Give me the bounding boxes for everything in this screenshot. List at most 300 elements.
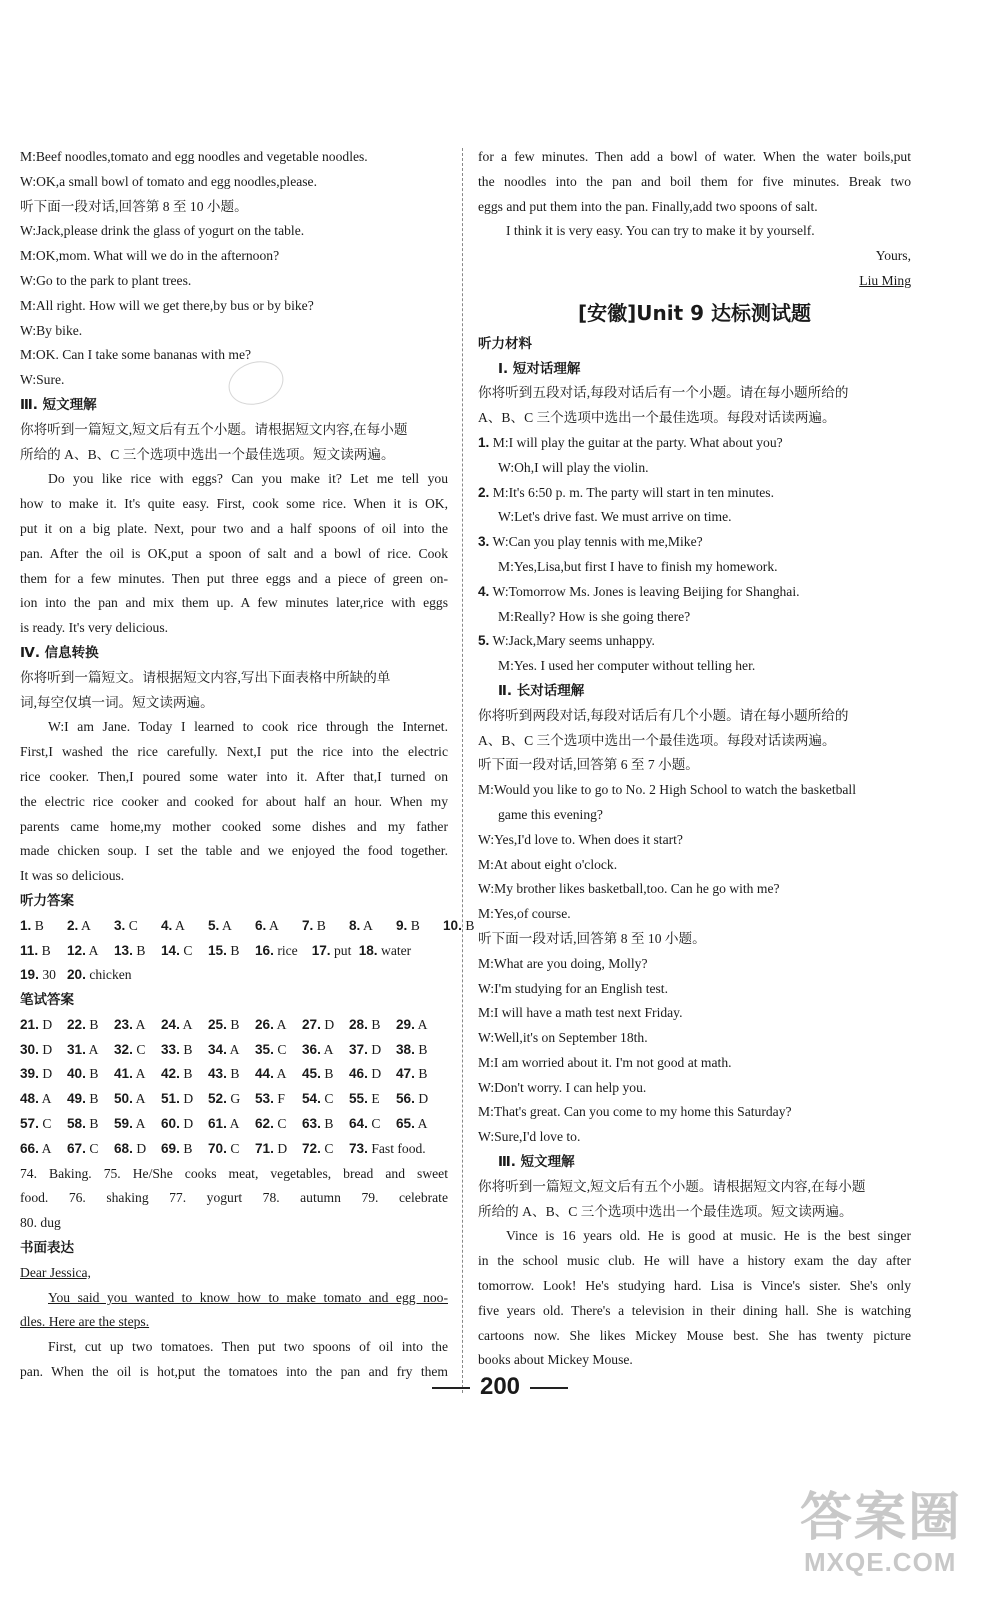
answer-value: B <box>230 1016 240 1032</box>
answer-value: Fast food. <box>371 1140 426 1156</box>
answer-value: B <box>89 1016 99 1032</box>
answer-item <box>114 1062 161 1087</box>
passage-line: them for a few minutes. Then put three eggs and a piece of green on- <box>20 570 448 586</box>
dialog-line: W:Sure,I'd love to. <box>478 1129 581 1145</box>
answer-number: 9. <box>396 917 408 933</box>
answer-item <box>359 939 412 964</box>
dialog-line: M:At about eight o'clock. <box>478 856 618 872</box>
dialog-line: M:Would you like to go to No. 2 High School to watch the basketball <box>478 782 856 798</box>
answer-number: 38. <box>396 1041 415 1057</box>
passage-line: tomorrow. Look! He's studying hard. Lisa is Vince's sister. She's only <box>478 1278 911 1294</box>
dialog-line: W:Don't worry. I can help you. <box>478 1079 647 1095</box>
instruction-line: 你将听到一篇短文。请根据短文内容,写出下面表格中所缺的单 <box>20 669 391 685</box>
answer-value: B <box>89 1091 99 1107</box>
answer-item <box>349 1062 396 1087</box>
answer-value: B <box>183 1140 193 1156</box>
column-divider <box>462 148 463 1393</box>
answer-item <box>20 1087 67 1112</box>
letter-signature: Liu Ming <box>859 272 911 288</box>
answer-number: 18. <box>358 942 378 958</box>
instruction-line: 你将听到两段对话,每段对话后有几个小题。请在每小题所给的 <box>478 707 849 723</box>
answer-item <box>20 1062 67 1087</box>
answer-item <box>349 1137 426 1162</box>
answer-value: put <box>334 942 352 958</box>
answer-value: A <box>41 1091 52 1107</box>
passage-line: Vince is 16 years old. He is good at music. He is the best singer <box>506 1228 911 1244</box>
answer-number: 11. <box>20 942 39 958</box>
instruction-line: 词,每空仅填一词。短文读两遍。 <box>20 694 214 710</box>
answer-value: C <box>277 1041 287 1057</box>
answer-value: B <box>183 1041 193 1057</box>
answer-item <box>67 1013 114 1038</box>
answer-number: 10. <box>443 917 462 933</box>
answer-item <box>349 1112 396 1137</box>
answer-number: 29. <box>396 1016 415 1032</box>
dialog-line: M:Yes,Lisa,but first I have to finish my homework. <box>498 558 778 574</box>
dialog-line: W:Can you play tennis with me,Mike? <box>492 534 703 550</box>
answer-value: A <box>276 1016 287 1032</box>
passage-line: cartoons now. She likes Mickey Mouse best. She has twenty picture <box>478 1327 911 1343</box>
answer-number: 46. <box>349 1066 368 1082</box>
answer-number: 16. <box>255 942 274 958</box>
answer-number: 73. <box>349 1140 368 1156</box>
answer-item <box>312 939 359 964</box>
answer-number: 19. <box>20 967 39 983</box>
answer-number: 36. <box>302 1041 321 1057</box>
answer-item <box>114 1013 161 1038</box>
answer-number: 37. <box>349 1041 368 1057</box>
answer-item <box>20 1137 67 1162</box>
dialog-number: 4. <box>478 583 490 599</box>
answer-value: A <box>417 1016 428 1032</box>
answer-number: 67. <box>67 1140 86 1156</box>
section-heading: 书面表达 <box>20 1240 74 1257</box>
answer-value: C <box>277 1116 287 1132</box>
dialog-line: W:Jack,please drink the glass of yogurt on the table. <box>20 223 305 239</box>
answer-item <box>208 1112 255 1137</box>
passage-line: in the school music club. He will have a history exam the day after <box>478 1253 911 1269</box>
answer-value: B <box>41 942 51 958</box>
answer-row <box>20 914 475 939</box>
instruction-line: 听下面一段对话,回答第 8 至 10 小题。 <box>478 930 706 946</box>
answer-row <box>20 1112 448 1137</box>
section-heading: Ⅲ. 短文理解 <box>20 396 97 413</box>
answer-value: B <box>136 942 146 958</box>
answer-item <box>396 1087 443 1112</box>
instruction-line: 你将听到五段对话,每段对话后有一个小题。请在每小题所给的 <box>478 385 849 401</box>
answer-item <box>161 939 208 964</box>
answer-number: 8. <box>349 917 361 933</box>
passage-line: is ready. It's very delicious. <box>20 620 169 636</box>
answer-number: 53. <box>255 1091 274 1107</box>
watermark-logo-text: 答案圈 <box>800 1488 963 1548</box>
answer-number: 3. <box>114 917 126 933</box>
answer-number: 56. <box>396 1091 415 1107</box>
answer-value: A <box>41 1140 52 1156</box>
answer-value: C <box>324 1091 334 1107</box>
section-heading: Ⅳ. 信息转换 <box>20 644 99 661</box>
passage-line: Do you like rice with eggs? Can you make it? Let me tell you <box>48 471 448 487</box>
answer-number: 30. <box>20 1041 39 1057</box>
letter-greeting: Dear Jessica, <box>20 1264 91 1280</box>
dialog-number: 1. <box>478 434 490 450</box>
answer-item <box>396 914 443 939</box>
answer-row <box>20 939 448 964</box>
answer-item <box>396 1038 443 1063</box>
unit-title: [安徽]Unit 9 达标测试题 <box>577 300 812 325</box>
answer-value: D <box>371 1041 382 1057</box>
answer-number: 55. <box>349 1091 368 1107</box>
answer-value: D <box>183 1116 194 1132</box>
answer-value: D <box>136 1140 147 1156</box>
answer-value: B <box>324 1066 334 1082</box>
answer-value: C <box>230 1140 240 1156</box>
answer-item <box>67 963 132 988</box>
dialog-number: 3. <box>478 534 490 550</box>
answer-number: 62. <box>255 1116 274 1132</box>
answer-number: 24. <box>161 1016 180 1032</box>
answer-row <box>20 1038 448 1063</box>
dialog-line: W:By bike. <box>20 322 83 338</box>
answer-value: B <box>89 1066 99 1082</box>
answer-value: B <box>316 917 326 933</box>
answer-value: A <box>229 1116 240 1132</box>
section-heading: Ⅱ. 长对话理解 <box>498 682 585 699</box>
dialog-line: M:What are you doing, Molly? <box>478 955 648 971</box>
answer-item <box>302 1087 349 1112</box>
dialog-line: M:OK. Can I take some bananas with me? <box>20 347 252 363</box>
answer-number: 66. <box>20 1140 39 1156</box>
passage-line: ion into the pan and mix them up. A few minutes later,rice with eggs <box>20 595 448 611</box>
answer-item <box>208 1038 255 1063</box>
answer-number: 70. <box>208 1140 227 1156</box>
answer-row: 80. dug <box>20 1215 61 1231</box>
dialog-line: M:I am worried about it. I'm not good at math. <box>478 1054 732 1070</box>
answer-value: A <box>135 1116 146 1132</box>
answer-item <box>302 1038 349 1063</box>
answer-value: C <box>128 917 138 933</box>
answer-number: 58. <box>67 1116 86 1132</box>
answer-item <box>161 1087 208 1112</box>
answer-value: A <box>229 1041 240 1057</box>
answer-value: C <box>136 1041 146 1057</box>
answer-value: rice <box>277 942 298 958</box>
answer-item <box>302 1062 349 1087</box>
answer-value: D <box>42 1041 53 1057</box>
answer-number: 59. <box>114 1116 133 1132</box>
answer-value: C <box>42 1116 52 1132</box>
dialog-line: W:My brother likes basketball,too. Can he go with me? <box>478 881 780 897</box>
answer-row: food. 76. shaking 77. yogurt 78. autumn 79. celebrate <box>20 1190 448 1206</box>
answer-number: 49. <box>67 1091 86 1107</box>
answer-item <box>208 939 255 964</box>
letter-line: the noodles into the pan and boil them for five minutes. Break two <box>478 173 911 189</box>
answer-item <box>20 939 67 964</box>
instruction-line: A、B、C 三个选项中选出一个最佳选项。每段对话读两遍。 <box>478 410 836 426</box>
answer-value: B <box>89 1116 99 1132</box>
answer-number: 71. <box>255 1140 274 1156</box>
answer-number: 65. <box>396 1116 415 1132</box>
answer-item <box>349 1013 396 1038</box>
dialog-line: M:Really? How is she going there? <box>498 608 691 624</box>
answer-number: 27. <box>302 1016 321 1032</box>
answer-row <box>20 1062 448 1087</box>
dialog-line: M:All right. How will we get there,by bus or by bike? <box>20 297 314 313</box>
dialog-item <box>478 481 911 506</box>
answer-number: 5. <box>208 917 220 933</box>
answer-item <box>114 1038 161 1063</box>
instruction-line: 所给的 A、B、C 三个选项中选出一个最佳选项。短文读两遍。 <box>20 446 395 462</box>
passage-line: pan. After the oil is OK,put a spoon of salt and a bowl of rice. Cook <box>20 545 448 561</box>
answer-row <box>20 1087 448 1112</box>
answer-number: 40. <box>67 1066 86 1082</box>
answer-value: A <box>135 1016 146 1032</box>
answer-number: 51. <box>161 1091 180 1107</box>
answer-item <box>208 1013 255 1038</box>
answer-number: 50. <box>114 1091 133 1107</box>
answer-number: 17. <box>311 942 331 958</box>
answer-item <box>20 963 67 988</box>
answer-number: 14. <box>161 942 180 958</box>
answer-number: 52. <box>208 1091 227 1107</box>
answer-item <box>396 1062 443 1087</box>
answer-value: C <box>183 942 193 958</box>
answer-value: A <box>417 1116 428 1132</box>
answer-number: 20. <box>67 967 86 983</box>
answer-number: 23. <box>114 1016 133 1032</box>
answer-number: 72. <box>302 1140 321 1156</box>
answer-item <box>302 914 349 939</box>
page-number: 200 <box>479 1373 521 1400</box>
answer-value: C <box>324 1140 334 1156</box>
answer-item <box>67 1087 114 1112</box>
footer-dash-right <box>530 1387 568 1389</box>
answer-value: B <box>34 917 44 933</box>
dialog-line: W:I'm studying for an English test. <box>478 980 668 996</box>
answer-value: B <box>230 942 240 958</box>
passage-line: rice cooker. Then,I poured some water into it. After that,I turned on <box>20 768 448 784</box>
dialog-line: W:Tomorrow Ms. Jones is leaving Beijing for Shanghai. <box>492 583 800 599</box>
section-heading: 听力答案 <box>20 892 74 909</box>
dialog-line: M:Yes. I used her computer without telling her. <box>498 658 756 674</box>
answer-value: 30 <box>42 967 56 983</box>
answer-value: A <box>323 1041 334 1057</box>
answer-item <box>255 1112 302 1137</box>
answer-item <box>161 914 208 939</box>
dialog-line: M:Beef noodles,tomato and egg noodles and vegetable noodles. <box>20 149 368 164</box>
answer-value: A <box>222 917 232 933</box>
answer-item <box>255 914 302 939</box>
answer-value: B <box>371 1016 381 1032</box>
answer-item <box>67 1038 114 1063</box>
answer-number: 64. <box>349 1116 368 1132</box>
answer-value: D <box>42 1066 53 1082</box>
answer-value: A <box>182 1016 193 1032</box>
answer-number: 1. <box>20 917 32 933</box>
letter-line: I think it is very easy. You can try to make it by yourself. <box>506 223 815 239</box>
answer-item <box>255 1038 302 1063</box>
passage-line: books about Mickey Mouse. <box>478 1352 633 1368</box>
dialog-line: M:That's great. Can you come to my home this Saturday? <box>478 1104 792 1120</box>
answer-number: 28. <box>349 1016 368 1032</box>
dialog-line: W:Well,it's on September 18th. <box>478 1030 648 1046</box>
passage-line: the electric rice cooker and cooked for about half an hour. When my <box>20 793 448 809</box>
answer-item <box>161 1062 208 1087</box>
answer-item <box>20 914 67 939</box>
answer-number: 34. <box>208 1041 227 1057</box>
answer-value: C <box>371 1116 381 1132</box>
answer-item <box>20 1013 67 1038</box>
answer-value: D <box>324 1016 335 1032</box>
answer-row <box>20 963 448 988</box>
answer-value: D <box>42 1016 53 1032</box>
answer-item <box>67 1112 114 1137</box>
letter-line: You said you wanted to know how to make tomato and egg noo- <box>48 1289 448 1305</box>
dialog-line: 听下面一段对话,回答第 8 至 10 小题。 <box>20 198 248 214</box>
answer-number: 7. <box>302 917 314 933</box>
instruction-line: 所给的 A、B、C 三个选项中选出一个最佳选项。短文读两遍。 <box>478 1203 853 1219</box>
dialog-item <box>478 580 911 605</box>
answer-number: 26. <box>255 1016 274 1032</box>
answer-value: B <box>183 1066 193 1082</box>
passage-line: how to make it. It's quite easy. First, cook some rice. When it is OK, <box>20 496 448 512</box>
answer-item <box>20 1038 67 1063</box>
right-column <box>478 145 911 1373</box>
answer-value: B <box>418 1041 428 1057</box>
answer-item <box>208 1137 255 1162</box>
answer-number: 44. <box>255 1066 274 1082</box>
answer-item <box>114 939 161 964</box>
section-heading: Ⅰ. 短对话理解 <box>498 360 581 377</box>
answer-number: 41. <box>114 1066 133 1082</box>
answer-item <box>114 1137 161 1162</box>
answer-number: 48. <box>20 1091 39 1107</box>
answer-row: 74. Baking. 75. He/She cooks meat, vegetables, bread and sweet <box>20 1165 448 1181</box>
answer-value: A <box>135 1066 146 1082</box>
answer-number: 15. <box>208 942 227 958</box>
dialog-item <box>478 629 911 654</box>
answer-value: D <box>183 1091 194 1107</box>
passage-line: made chicken soup. I set the table and we enjoyed the food together. <box>20 843 448 859</box>
answer-number: 2. <box>67 917 79 933</box>
answer-item <box>302 1137 349 1162</box>
answer-number: 33. <box>161 1041 180 1057</box>
answer-item <box>161 1038 208 1063</box>
answer-value: B <box>465 917 475 933</box>
answer-number: 54. <box>302 1091 321 1107</box>
answer-value: D <box>371 1066 382 1082</box>
answer-value: D <box>277 1140 288 1156</box>
answer-value: A <box>88 942 99 958</box>
dialog-item <box>478 431 911 456</box>
dialog-line: W:Sure. <box>20 372 65 388</box>
answer-item <box>67 1062 114 1087</box>
answer-number: 45. <box>302 1066 321 1082</box>
answer-item <box>208 1062 255 1087</box>
letter-signoff: Yours, <box>875 248 911 264</box>
instruction-line: A、B、C 三个选项中选出一个最佳选项。每段对话读两遍。 <box>478 732 836 748</box>
answer-number: 60. <box>161 1116 180 1132</box>
answer-number: 42. <box>161 1066 180 1082</box>
answer-value: B <box>418 1066 428 1082</box>
answer-value: D <box>418 1091 429 1107</box>
answer-number: 47. <box>396 1066 415 1082</box>
answer-item <box>396 1112 443 1137</box>
section-heading: Ⅲ. 短文理解 <box>498 1154 575 1171</box>
answer-value: B <box>324 1116 334 1132</box>
answer-item <box>255 1062 302 1087</box>
passage-line: five years old. There's a television in their dining hall. She is watching <box>478 1302 911 1318</box>
section-heading: 听力材料 <box>478 335 532 352</box>
answer-value: A <box>81 917 91 933</box>
answer-item <box>114 1087 161 1112</box>
dialog-line: M:I will play the guitar at the party. What about you? <box>492 434 783 450</box>
answer-item <box>67 1137 114 1162</box>
dialog-line: W:Oh,I will play the violin. <box>498 459 649 475</box>
instruction-line: 你将听到一篇短文,短文后有五个小题。请根据短文内容,在每小题 <box>20 421 408 437</box>
answer-number: 25. <box>208 1016 227 1032</box>
page-number-footer <box>0 1373 1000 1401</box>
answer-item <box>302 1013 349 1038</box>
answer-value: A <box>269 917 279 933</box>
answer-item <box>349 1038 396 1063</box>
answer-item <box>67 914 114 939</box>
answer-item <box>396 1013 443 1038</box>
answer-number: 43. <box>208 1066 227 1082</box>
answer-item <box>349 914 396 939</box>
answer-number: 22. <box>67 1016 86 1032</box>
passage-line: W:I am Jane. Today I learned to cook rice through the Internet. <box>48 719 448 735</box>
dialog-line: W:Jack,Mary seems unhappy. <box>492 633 655 649</box>
answer-value: A <box>363 917 373 933</box>
answer-value: A <box>88 1041 99 1057</box>
answer-item <box>114 1112 161 1137</box>
letter-line: dles. Here are the steps. <box>20 1314 150 1330</box>
answer-number: 63. <box>302 1116 321 1132</box>
passage-line: First,I washed the rice carefully. Next,I put the rice into the electric <box>20 744 448 760</box>
answer-value: F <box>277 1091 285 1107</box>
instruction-line: 听下面一段对话,回答第 6 至 7 小题。 <box>478 757 699 773</box>
instruction-line: 你将听到一篇短文,短文后有五个小题。请根据短文内容,在每小题 <box>478 1178 866 1194</box>
answer-number: 21. <box>20 1016 39 1032</box>
dialog-line: W:Yes,I'd love to. When does it start? <box>478 831 683 847</box>
letter-line: for a few minutes. Then add a bowl of water. When the water boils,put <box>478 149 911 164</box>
answer-number: 69. <box>161 1140 180 1156</box>
answer-item <box>302 1112 349 1137</box>
dialog-line: W:Let's drive fast. We must arrive on time. <box>498 509 732 525</box>
letter-line: pan. When the oil is hot,put the tomatoes into the pan and fry them <box>20 1364 448 1380</box>
answer-item <box>349 1087 396 1112</box>
answer-item <box>161 1013 208 1038</box>
answer-item <box>255 939 298 964</box>
answer-item <box>67 939 114 964</box>
answer-value: chicken <box>89 967 132 983</box>
letter-line: First, cut up two tomatoes. Then put two spoons of oil into the <box>48 1339 448 1355</box>
answer-number: 57. <box>20 1116 39 1132</box>
passage-line: put it on a big plate. Next, pour two and a half spoons of oil into the <box>20 520 448 536</box>
dialog-line: M:It's 6:50 p. m. The party will start in ten minutes. <box>492 484 774 500</box>
site-watermark-logo <box>800 1475 990 1595</box>
answer-item <box>161 1137 208 1162</box>
answer-number: 6. <box>255 917 267 933</box>
dialog-item <box>478 530 911 555</box>
answer-value: E <box>371 1091 380 1107</box>
answer-number: 12. <box>67 942 86 958</box>
answer-number: 61. <box>208 1116 227 1132</box>
answer-item <box>208 914 255 939</box>
answer-value: B <box>410 917 420 933</box>
answer-item <box>208 1087 255 1112</box>
